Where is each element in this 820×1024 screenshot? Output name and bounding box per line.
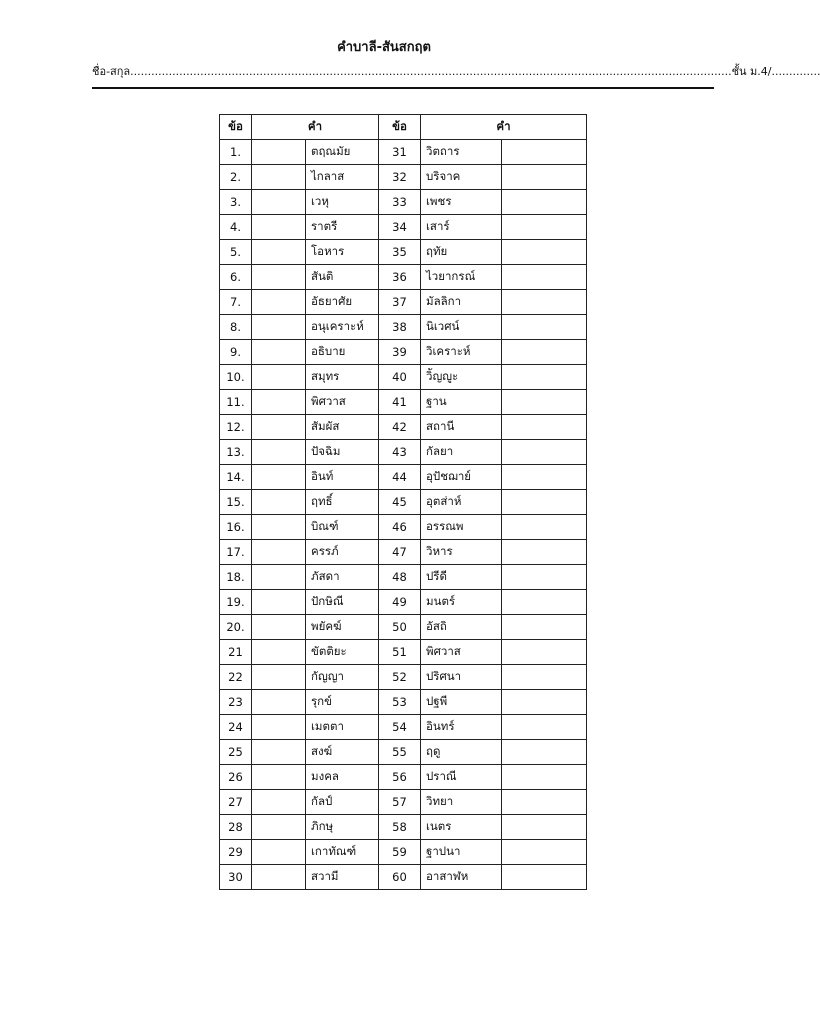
item-number-right: 59 [379, 840, 421, 865]
word-left: ครรภ์ [306, 540, 379, 565]
item-number-right: 37 [379, 290, 421, 315]
table-row [220, 640, 587, 665]
word-left: เกาทัณฑ์ [306, 840, 379, 865]
word-right: พิศวาส [421, 640, 502, 665]
word-left: สมุทร [306, 365, 379, 390]
item-number-right: 44 [379, 465, 421, 490]
word-right: วิัญญูะ [421, 365, 502, 390]
word-left: อนุเคราะห์ [306, 315, 379, 340]
col-header-number-2: ข้อ [379, 115, 421, 140]
word-left: ไกลาส [306, 165, 379, 190]
word-left: มงคล [306, 765, 379, 790]
table-row [220, 515, 587, 540]
answer-blank-right [502, 340, 587, 365]
item-number-right: 39 [379, 340, 421, 365]
word-right: วิหาร [421, 540, 502, 565]
answer-blank-left [252, 215, 306, 240]
word-left: เมตตา [306, 715, 379, 740]
answer-blank-left [252, 665, 306, 690]
word-right: ฤทัย [421, 240, 502, 265]
item-number-right: 35 [379, 240, 421, 265]
word-left: เวหุ [306, 190, 379, 215]
item-number-right: 31 [379, 140, 421, 165]
answer-blank-left [252, 440, 306, 465]
answer-blank-left [252, 540, 306, 565]
col-header-word-1: คำ [252, 115, 379, 140]
answer-blank-right [502, 215, 587, 240]
item-number-left: 10. [220, 365, 252, 390]
item-number-right: 34 [379, 215, 421, 240]
word-right: ปราณี [421, 765, 502, 790]
answer-blank-right [502, 140, 587, 165]
answer-blank-right [502, 865, 587, 890]
table-row [220, 390, 587, 415]
item-number-left: 7. [220, 290, 252, 315]
item-number-right: 54 [379, 715, 421, 740]
table-row [220, 790, 587, 815]
table-row [220, 265, 587, 290]
answer-blank-left [252, 415, 306, 440]
answer-blank-left [252, 740, 306, 765]
item-number-left: 14. [220, 465, 252, 490]
item-number-right: 53 [379, 690, 421, 715]
item-number-right: 33 [379, 190, 421, 215]
word-right: ฐาน [421, 390, 502, 415]
class-label: ชั้น ม.4/ [731, 65, 772, 78]
word-left: ปักษิณี [306, 590, 379, 615]
item-number-right: 43 [379, 440, 421, 465]
item-number-right: 38 [379, 315, 421, 340]
word-right: ไวยากรณ์ [421, 265, 502, 290]
answer-blank-left [252, 465, 306, 490]
answer-blank-left [252, 590, 306, 615]
answer-blank-right [502, 440, 587, 465]
table-row [220, 440, 587, 465]
word-left: กัลป์ [306, 790, 379, 815]
item-number-left: 4. [220, 215, 252, 240]
answer-blank-right [502, 165, 587, 190]
word-left: อัธยาศัย [306, 290, 379, 315]
answer-blank-right [502, 265, 587, 290]
word-right: มัลลิกา [421, 290, 502, 315]
table-row [220, 840, 587, 865]
word-left: สงฆ์ [306, 740, 379, 765]
item-number-left: 11. [220, 390, 252, 415]
answer-blank-left [252, 315, 306, 340]
item-number-right: 51 [379, 640, 421, 665]
answer-blank-right [502, 190, 587, 215]
item-number-right: 56 [379, 765, 421, 790]
table-row [220, 315, 587, 340]
answer-blank-left [252, 865, 306, 890]
answer-blank-right [502, 240, 587, 265]
word-right: นิเวศน์ [421, 315, 502, 340]
answer-blank-left [252, 290, 306, 315]
answer-blank-left [252, 840, 306, 865]
item-number-right: 58 [379, 815, 421, 840]
word-left: รุกข์ [306, 690, 379, 715]
answer-blank-left [252, 815, 306, 840]
word-right: อินทร์ [421, 715, 502, 740]
item-number-left: 23 [220, 690, 252, 715]
item-number-left: 29 [220, 840, 252, 865]
table-body [220, 140, 587, 890]
table-row [220, 165, 587, 190]
answer-blank-right [502, 365, 587, 390]
table-row [220, 865, 587, 890]
word-right: เพชร [421, 190, 502, 215]
word-left: อธิบาย [306, 340, 379, 365]
word-right: วิตถาร [421, 140, 502, 165]
word-right: ฤดู [421, 740, 502, 765]
answer-blank-left [252, 190, 306, 215]
answer-blank-right [502, 590, 587, 615]
name-label: ชื่อ-สกุล [92, 65, 131, 78]
answer-blank-left [252, 515, 306, 540]
item-number-right: 42 [379, 415, 421, 440]
item-number-left: 20. [220, 615, 252, 640]
item-number-left: 5. [220, 240, 252, 265]
table-row [220, 540, 587, 565]
word-right: ปรีดี [421, 565, 502, 590]
item-number-left: 8. [220, 315, 252, 340]
answer-blank-left [252, 265, 306, 290]
item-number-right: 50 [379, 615, 421, 640]
word-right: เนตร [421, 815, 502, 840]
item-number-left: 6. [220, 265, 252, 290]
answer-blank-left [252, 165, 306, 190]
answer-blank-right [502, 665, 587, 690]
table-row [220, 140, 587, 165]
word-right: อาสาฬห [421, 865, 502, 890]
word-right: มนตร์ [421, 590, 502, 615]
word-right: อัสถิ [421, 615, 502, 640]
answer-blank-right [502, 490, 587, 515]
item-number-right: 47 [379, 540, 421, 565]
table-row [220, 190, 587, 215]
table-row [220, 815, 587, 840]
item-number-left: 21 [220, 640, 252, 665]
item-number-left: 2. [220, 165, 252, 190]
table-row [220, 665, 587, 690]
word-right: วิทยา [421, 790, 502, 815]
word-left: พิศวาส [306, 390, 379, 415]
answer-blank-right [502, 540, 587, 565]
answer-blank-right [502, 390, 587, 415]
answer-blank-right [502, 690, 587, 715]
answer-blank-left [252, 390, 306, 415]
item-number-right: 60 [379, 865, 421, 890]
answer-blank-left [252, 365, 306, 390]
col-header-number-1: ข้อ [220, 115, 252, 140]
student-info-line [92, 62, 820, 80]
word-left: ราตรี [306, 215, 379, 240]
answer-blank-left [252, 340, 306, 365]
table-row [220, 615, 587, 640]
answer-blank-right [502, 790, 587, 815]
word-right: บริจาค [421, 165, 502, 190]
answer-blank-left [252, 690, 306, 715]
item-number-right: 49 [379, 590, 421, 615]
answer-blank-right [502, 740, 587, 765]
item-number-right: 52 [379, 665, 421, 690]
answer-blank-right [502, 290, 587, 315]
item-number-left: 13. [220, 440, 252, 465]
item-number-left: 12. [220, 415, 252, 440]
answer-blank-right [502, 615, 587, 640]
word-right: วิเคราะห์ [421, 340, 502, 365]
item-number-left: 27 [220, 790, 252, 815]
answer-blank-left [252, 790, 306, 815]
item-number-right: 45 [379, 490, 421, 515]
table-row [220, 565, 587, 590]
col-header-word-2: คำ [421, 115, 587, 140]
word-left: โอหาร [306, 240, 379, 265]
word-left: ภิกษุ [306, 815, 379, 840]
word-left: ตฤณมัย [306, 140, 379, 165]
item-number-left: 25 [220, 740, 252, 765]
word-right: ฐาปนา [421, 840, 502, 865]
word-left: สวามี [306, 865, 379, 890]
item-number-left: 15. [220, 490, 252, 515]
answer-blank-right [502, 765, 587, 790]
item-number-right: 55 [379, 740, 421, 765]
word-right: สถานี [421, 415, 502, 440]
item-number-right: 40 [379, 365, 421, 390]
table-row [220, 690, 587, 715]
word-right: ปฐพี [421, 690, 502, 715]
item-number-left: 3. [220, 190, 252, 215]
name-blank: ............................................................................................................................................................................ [130, 65, 732, 78]
word-right: เสาร์ [421, 215, 502, 240]
item-number-left: 22 [220, 665, 252, 690]
answer-blank-left [252, 615, 306, 640]
word-left: สันติ [306, 265, 379, 290]
word-left: อินท์ [306, 465, 379, 490]
answer-blank-right [502, 715, 587, 740]
word-right: ปริศนา [421, 665, 502, 690]
table-row [220, 715, 587, 740]
item-number-left: 24 [220, 715, 252, 740]
table-row [220, 590, 587, 615]
answer-blank-left [252, 140, 306, 165]
table-row [220, 240, 587, 265]
table-row [220, 340, 587, 365]
word-left: ปัจฉิม [306, 440, 379, 465]
table-row [220, 490, 587, 515]
item-number-right: 48 [379, 565, 421, 590]
answer-blank-left [252, 765, 306, 790]
item-number-left: 16. [220, 515, 252, 540]
word-left: ภัสดา [306, 565, 379, 590]
answer-blank-right [502, 565, 587, 590]
answer-blank-right [502, 640, 587, 665]
answer-blank-left [252, 565, 306, 590]
word-right: อรรณพ [421, 515, 502, 540]
word-right: อุตส่าห์ [421, 490, 502, 515]
word-left: พยัคฆ์ [306, 615, 379, 640]
word-left: ฤทธิ์ [306, 490, 379, 515]
item-number-right: 32 [379, 165, 421, 190]
table-row [220, 465, 587, 490]
word-left: กัญญา [306, 665, 379, 690]
word-left: บิณฑ์ [306, 515, 379, 540]
answer-blank-right [502, 515, 587, 540]
item-number-left: 9. [220, 340, 252, 365]
table-row [220, 215, 587, 240]
item-number-right: 41 [379, 390, 421, 415]
item-number-left: 26 [220, 765, 252, 790]
answer-blank-right [502, 840, 587, 865]
word-table [219, 114, 587, 890]
item-number-right: 46 [379, 515, 421, 540]
page-title: คำบาลี-สันสกฤต [337, 40, 431, 55]
item-number-right: 57 [379, 790, 421, 815]
class-blank: .............. [771, 65, 820, 78]
table-row [220, 415, 587, 440]
word-left: สัมผัส [306, 415, 379, 440]
word-right: อุปัชฌาย์ [421, 465, 502, 490]
answer-blank-left [252, 490, 306, 515]
table-header-row [220, 115, 587, 140]
item-number-right: 36 [379, 265, 421, 290]
table-row [220, 365, 587, 390]
item-number-left: 1. [220, 140, 252, 165]
table-row [220, 740, 587, 765]
answer-blank-right [502, 315, 587, 340]
answer-blank-left [252, 240, 306, 265]
answer-blank-left [252, 640, 306, 665]
answer-blank-left [252, 715, 306, 740]
answer-blank-right [502, 415, 587, 440]
header-divider [92, 87, 714, 89]
item-number-left: 17. [220, 540, 252, 565]
answer-blank-right [502, 465, 587, 490]
item-number-left: 30 [220, 865, 252, 890]
item-number-left: 18. [220, 565, 252, 590]
word-right: กัลยา [421, 440, 502, 465]
table-row [220, 290, 587, 315]
item-number-left: 28 [220, 815, 252, 840]
answer-blank-right [502, 815, 587, 840]
table-row [220, 765, 587, 790]
word-left: ขัตติยะ [306, 640, 379, 665]
item-number-left: 19. [220, 590, 252, 615]
